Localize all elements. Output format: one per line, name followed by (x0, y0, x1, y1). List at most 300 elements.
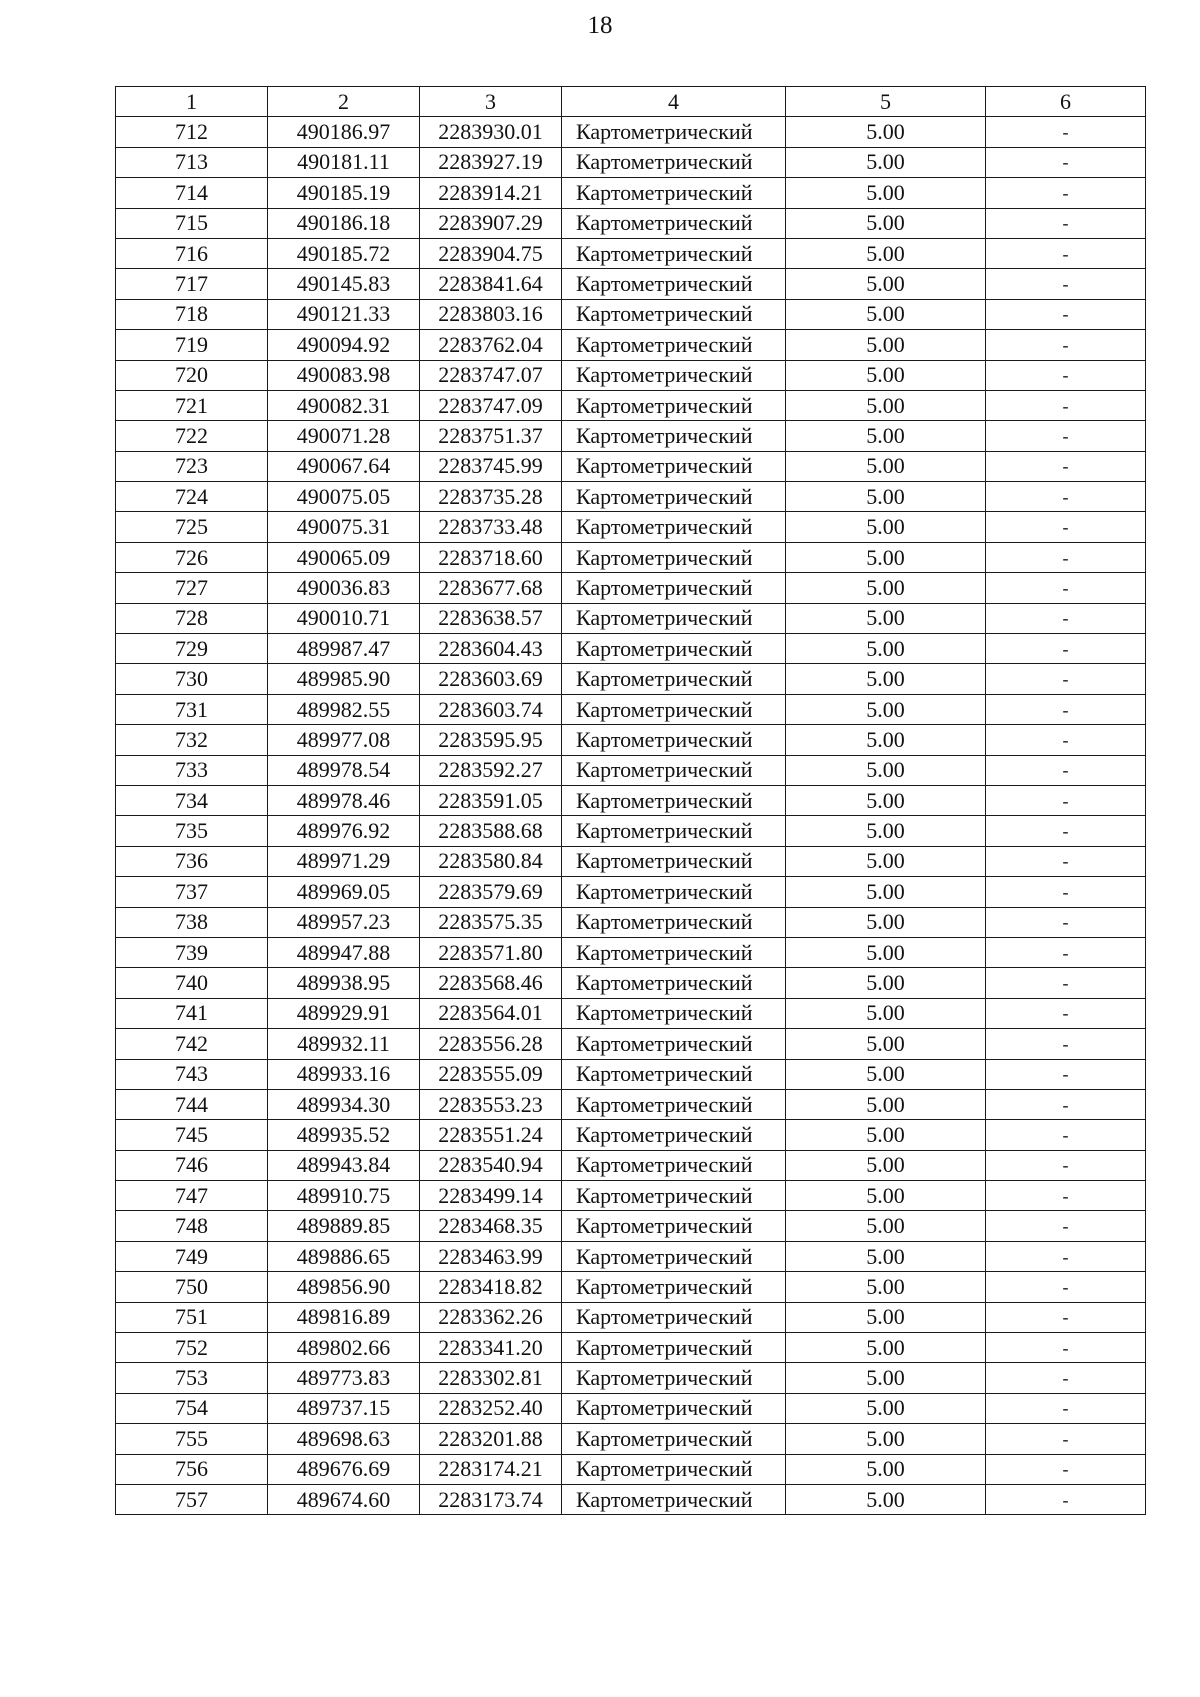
x-coordinate-cell: 489889.85 (268, 1211, 420, 1241)
x-coordinate-cell: 489982.55 (268, 694, 420, 724)
point-number-cell: 745 (116, 1120, 268, 1150)
point-number-cell: 722 (116, 421, 268, 451)
page-number: 18 (587, 12, 613, 39)
table-header (116, 87, 1146, 117)
point-number-cell: 716 (116, 238, 268, 268)
table-row (116, 1029, 1146, 1059)
x-coordinate-cell: 489676.69 (268, 1454, 420, 1484)
table-row (116, 451, 1146, 481)
method-cell: Картометрический (562, 208, 786, 238)
y-coordinate-cell: 2283751.37 (420, 421, 562, 451)
y-coordinate-cell: 2283571.80 (420, 937, 562, 967)
point-number-cell: 721 (116, 390, 268, 420)
y-coordinate-cell: 2283927.19 (420, 147, 562, 177)
accuracy-cell: 5.00 (786, 816, 986, 846)
y-coordinate-cell: 2283747.07 (420, 360, 562, 390)
accuracy-cell: 5.00 (786, 178, 986, 208)
table-row (116, 877, 1146, 907)
note-cell: - (986, 1120, 1146, 1150)
table-row (116, 1181, 1146, 1211)
method-cell: Картометрический (562, 785, 786, 815)
accuracy-cell: 5.00 (786, 1181, 986, 1211)
method-cell: Картометрический (562, 1150, 786, 1180)
accuracy-cell: 5.00 (786, 330, 986, 360)
note-cell: - (986, 907, 1146, 937)
table-row (116, 937, 1146, 967)
point-number-cell: 736 (116, 846, 268, 876)
x-coordinate-cell: 490186.97 (268, 117, 420, 147)
x-coordinate-cell: 489957.23 (268, 907, 420, 937)
accuracy-cell: 5.00 (786, 634, 986, 664)
note-cell: - (986, 178, 1146, 208)
accuracy-cell: 5.00 (786, 1302, 986, 1332)
table-row (116, 1272, 1146, 1302)
header-cell-5: 5 (786, 87, 986, 117)
note-cell: - (986, 299, 1146, 329)
note-cell: - (986, 1059, 1146, 1089)
point-number-cell: 742 (116, 1029, 268, 1059)
y-coordinate-cell: 2283302.81 (420, 1363, 562, 1393)
point-number-cell: 755 (116, 1424, 268, 1454)
x-coordinate-cell: 489929.91 (268, 998, 420, 1028)
note-cell: - (986, 1424, 1146, 1454)
point-number-cell: 727 (116, 573, 268, 603)
method-cell: Картометрический (562, 694, 786, 724)
point-number-cell: 720 (116, 360, 268, 390)
accuracy-cell: 5.00 (786, 846, 986, 876)
method-cell: Картометрический (562, 542, 786, 572)
table-row (116, 208, 1146, 238)
y-coordinate-cell: 2283603.69 (420, 664, 562, 694)
point-number-cell: 733 (116, 755, 268, 785)
point-number-cell: 746 (116, 1150, 268, 1180)
method-cell: Картометрический (562, 877, 786, 907)
x-coordinate-cell: 490181.11 (268, 147, 420, 177)
y-coordinate-cell: 2283762.04 (420, 330, 562, 360)
method-cell: Картометрический (562, 147, 786, 177)
x-coordinate-cell: 489737.15 (268, 1393, 420, 1423)
point-number-cell: 756 (116, 1454, 268, 1484)
note-cell: - (986, 1363, 1146, 1393)
method-cell: Картометрический (562, 846, 786, 876)
accuracy-cell: 5.00 (786, 785, 986, 815)
note-cell: - (986, 1211, 1146, 1241)
table-row (116, 1150, 1146, 1180)
point-number-cell: 757 (116, 1484, 268, 1514)
table-row (116, 755, 1146, 785)
note-cell: - (986, 1241, 1146, 1271)
accuracy-cell: 5.00 (786, 998, 986, 1028)
accuracy-cell: 5.00 (786, 1150, 986, 1180)
x-coordinate-cell: 490082.31 (268, 390, 420, 420)
x-coordinate-cell: 489969.05 (268, 877, 420, 907)
note-cell: - (986, 147, 1146, 177)
method-cell: Картометрический (562, 1302, 786, 1332)
y-coordinate-cell: 2283555.09 (420, 1059, 562, 1089)
table-row (116, 390, 1146, 420)
table-row (116, 725, 1146, 755)
x-coordinate-cell: 489935.52 (268, 1120, 420, 1150)
accuracy-cell: 5.00 (786, 1363, 986, 1393)
y-coordinate-cell: 2283463.99 (420, 1241, 562, 1271)
note-cell: - (986, 634, 1146, 664)
note-cell: - (986, 846, 1146, 876)
method-cell: Картометрический (562, 451, 786, 481)
method-cell: Картометрический (562, 390, 786, 420)
table-row (116, 907, 1146, 937)
x-coordinate-cell: 490145.83 (268, 269, 420, 299)
note-cell: - (986, 664, 1146, 694)
x-coordinate-cell: 489934.30 (268, 1089, 420, 1119)
y-coordinate-cell: 2283553.23 (420, 1089, 562, 1119)
x-coordinate-cell: 490121.33 (268, 299, 420, 329)
header-cell-6: 6 (986, 87, 1146, 117)
note-cell: - (986, 1333, 1146, 1363)
y-coordinate-cell: 2283907.29 (420, 208, 562, 238)
accuracy-cell: 5.00 (786, 360, 986, 390)
point-number-cell: 739 (116, 937, 268, 967)
accuracy-cell: 5.00 (786, 512, 986, 542)
header-cell-4: 4 (562, 87, 786, 117)
y-coordinate-cell: 2283362.26 (420, 1302, 562, 1332)
table-row (116, 482, 1146, 512)
y-coordinate-cell: 2283564.01 (420, 998, 562, 1028)
y-coordinate-cell: 2283733.48 (420, 512, 562, 542)
note-cell: - (986, 451, 1146, 481)
table-row (116, 299, 1146, 329)
accuracy-cell: 5.00 (786, 1272, 986, 1302)
y-coordinate-cell: 2283914.21 (420, 178, 562, 208)
y-coordinate-cell: 2283803.16 (420, 299, 562, 329)
accuracy-cell: 5.00 (786, 1393, 986, 1423)
accuracy-cell: 5.00 (786, 1059, 986, 1089)
method-cell: Картометрический (562, 1120, 786, 1150)
note-cell: - (986, 482, 1146, 512)
accuracy-cell: 5.00 (786, 1424, 986, 1454)
y-coordinate-cell: 2283841.64 (420, 269, 562, 299)
x-coordinate-cell: 489933.16 (268, 1059, 420, 1089)
note-cell: - (986, 421, 1146, 451)
table-row (116, 238, 1146, 268)
note-cell: - (986, 1454, 1146, 1484)
note-cell: - (986, 968, 1146, 998)
point-number-cell: 713 (116, 147, 268, 177)
table-row (116, 360, 1146, 390)
table-row (116, 1302, 1146, 1332)
method-cell: Картометрический (562, 1272, 786, 1302)
point-number-cell: 743 (116, 1059, 268, 1089)
point-number-cell: 719 (116, 330, 268, 360)
y-coordinate-cell: 2283638.57 (420, 603, 562, 633)
table-row (116, 634, 1146, 664)
note-cell: - (986, 330, 1146, 360)
header-cell-3: 3 (420, 87, 562, 117)
point-number-cell: 726 (116, 542, 268, 572)
coordinates-table (115, 86, 1146, 1515)
point-number-cell: 751 (116, 1302, 268, 1332)
point-number-cell: 724 (116, 482, 268, 512)
y-coordinate-cell: 2283468.35 (420, 1211, 562, 1241)
x-coordinate-cell: 490094.92 (268, 330, 420, 360)
accuracy-cell: 5.00 (786, 1484, 986, 1514)
x-coordinate-cell: 489976.92 (268, 816, 420, 846)
accuracy-cell: 5.00 (786, 664, 986, 694)
x-coordinate-cell: 490036.83 (268, 573, 420, 603)
accuracy-cell: 5.00 (786, 542, 986, 572)
x-coordinate-cell: 490186.18 (268, 208, 420, 238)
note-cell: - (986, 998, 1146, 1028)
method-cell: Картометрический (562, 1424, 786, 1454)
header-row (116, 87, 1146, 117)
x-coordinate-cell: 489698.63 (268, 1424, 420, 1454)
method-cell: Картометрический (562, 725, 786, 755)
y-coordinate-cell: 2283735.28 (420, 482, 562, 512)
y-coordinate-cell: 2283718.60 (420, 542, 562, 572)
note-cell: - (986, 1484, 1146, 1514)
method-cell: Картометрический (562, 178, 786, 208)
y-coordinate-cell: 2283201.88 (420, 1424, 562, 1454)
y-coordinate-cell: 2283580.84 (420, 846, 562, 876)
accuracy-cell: 5.00 (786, 573, 986, 603)
accuracy-cell: 5.00 (786, 1333, 986, 1363)
note-cell: - (986, 542, 1146, 572)
method-cell: Картометрический (562, 1211, 786, 1241)
table-row (116, 603, 1146, 633)
table-row (116, 846, 1146, 876)
note-cell: - (986, 208, 1146, 238)
y-coordinate-cell: 2283579.69 (420, 877, 562, 907)
accuracy-cell: 5.00 (786, 907, 986, 937)
x-coordinate-cell: 489932.11 (268, 1029, 420, 1059)
y-coordinate-cell: 2283575.35 (420, 907, 562, 937)
accuracy-cell: 5.00 (786, 603, 986, 633)
method-cell: Картометрический (562, 1333, 786, 1363)
method-cell: Картометрический (562, 421, 786, 451)
method-cell: Картометрический (562, 1363, 786, 1393)
y-coordinate-cell: 2283556.28 (420, 1029, 562, 1059)
accuracy-cell: 5.00 (786, 238, 986, 268)
table-row (116, 330, 1146, 360)
accuracy-cell: 5.00 (786, 482, 986, 512)
accuracy-cell: 5.00 (786, 421, 986, 451)
x-coordinate-cell: 489674.60 (268, 1484, 420, 1514)
x-coordinate-cell: 489938.95 (268, 968, 420, 998)
y-coordinate-cell: 2283588.68 (420, 816, 562, 846)
table-row (116, 1454, 1146, 1484)
method-cell: Картометрический (562, 360, 786, 390)
header-cell-1: 1 (116, 87, 268, 117)
x-coordinate-cell: 490083.98 (268, 360, 420, 390)
note-cell: - (986, 785, 1146, 815)
point-number-cell: 729 (116, 634, 268, 664)
y-coordinate-cell: 2283745.99 (420, 451, 562, 481)
table-row (116, 421, 1146, 451)
method-cell: Картометрический (562, 238, 786, 268)
x-coordinate-cell: 489977.08 (268, 725, 420, 755)
x-coordinate-cell: 489978.54 (268, 755, 420, 785)
table-row (116, 512, 1146, 542)
point-number-cell: 734 (116, 785, 268, 815)
note-cell: - (986, 238, 1146, 268)
point-number-cell: 747 (116, 1181, 268, 1211)
accuracy-cell: 5.00 (786, 1029, 986, 1059)
table-row (116, 117, 1146, 147)
method-cell: Картометрический (562, 755, 786, 785)
y-coordinate-cell: 2283252.40 (420, 1393, 562, 1423)
x-coordinate-cell: 489987.47 (268, 634, 420, 664)
y-coordinate-cell: 2283591.05 (420, 785, 562, 815)
accuracy-cell: 5.00 (786, 299, 986, 329)
note-cell: - (986, 1029, 1146, 1059)
y-coordinate-cell: 2283592.27 (420, 755, 562, 785)
table-row (116, 998, 1146, 1028)
x-coordinate-cell: 490075.05 (268, 482, 420, 512)
x-coordinate-cell: 489978.46 (268, 785, 420, 815)
method-cell: Картометрический (562, 1454, 786, 1484)
method-cell: Картометрический (562, 1029, 786, 1059)
table-row (116, 178, 1146, 208)
method-cell: Картометрический (562, 269, 786, 299)
y-coordinate-cell: 2283747.09 (420, 390, 562, 420)
header-cell-2: 2 (268, 87, 420, 117)
note-cell: - (986, 1272, 1146, 1302)
note-cell: - (986, 1181, 1146, 1211)
x-coordinate-cell: 489802.66 (268, 1333, 420, 1363)
table-row (116, 269, 1146, 299)
note-cell: - (986, 755, 1146, 785)
table-row (116, 573, 1146, 603)
y-coordinate-cell: 2283173.74 (420, 1484, 562, 1514)
table-row (116, 1424, 1146, 1454)
accuracy-cell: 5.00 (786, 117, 986, 147)
y-coordinate-cell: 2283499.14 (420, 1181, 562, 1211)
note-cell: - (986, 269, 1146, 299)
note-cell: - (986, 512, 1146, 542)
table-row (116, 694, 1146, 724)
accuracy-cell: 5.00 (786, 1089, 986, 1119)
note-cell: - (986, 1302, 1146, 1332)
y-coordinate-cell: 2283595.95 (420, 725, 562, 755)
accuracy-cell: 5.00 (786, 968, 986, 998)
table-row (116, 1484, 1146, 1514)
x-coordinate-cell: 490065.09 (268, 542, 420, 572)
table-row (116, 816, 1146, 846)
accuracy-cell: 5.00 (786, 451, 986, 481)
accuracy-cell: 5.00 (786, 1241, 986, 1271)
table-row (116, 1393, 1146, 1423)
method-cell: Картометрический (562, 1059, 786, 1089)
point-number-cell: 740 (116, 968, 268, 998)
method-cell: Картометрический (562, 117, 786, 147)
table-row (116, 785, 1146, 815)
x-coordinate-cell: 489773.83 (268, 1363, 420, 1393)
x-coordinate-cell: 490067.64 (268, 451, 420, 481)
method-cell: Картометрический (562, 1484, 786, 1514)
x-coordinate-cell: 490071.28 (268, 421, 420, 451)
note-cell: - (986, 1089, 1146, 1119)
point-number-cell: 749 (116, 1241, 268, 1271)
point-number-cell: 714 (116, 178, 268, 208)
point-number-cell: 732 (116, 725, 268, 755)
point-number-cell: 752 (116, 1333, 268, 1363)
y-coordinate-cell: 2283677.68 (420, 573, 562, 603)
note-cell: - (986, 360, 1146, 390)
table-body (116, 117, 1146, 1515)
note-cell: - (986, 390, 1146, 420)
point-number-cell: 730 (116, 664, 268, 694)
method-cell: Картометрический (562, 603, 786, 633)
table-row (116, 1089, 1146, 1119)
method-cell: Картометрический (562, 907, 786, 937)
note-cell: - (986, 877, 1146, 907)
point-number-cell: 717 (116, 269, 268, 299)
point-number-cell: 718 (116, 299, 268, 329)
table-row (116, 1059, 1146, 1089)
x-coordinate-cell: 489816.89 (268, 1302, 420, 1332)
accuracy-cell: 5.00 (786, 725, 986, 755)
table-row (116, 1211, 1146, 1241)
point-number-cell: 715 (116, 208, 268, 238)
point-number-cell: 731 (116, 694, 268, 724)
table-row (116, 1333, 1146, 1363)
x-coordinate-cell: 490075.31 (268, 512, 420, 542)
x-coordinate-cell: 489910.75 (268, 1181, 420, 1211)
table-row (116, 968, 1146, 998)
method-cell: Картометрический (562, 1241, 786, 1271)
y-coordinate-cell: 2283341.20 (420, 1333, 562, 1363)
point-number-cell: 735 (116, 816, 268, 846)
point-number-cell: 712 (116, 117, 268, 147)
accuracy-cell: 5.00 (786, 755, 986, 785)
method-cell: Картометрический (562, 937, 786, 967)
method-cell: Картометрический (562, 512, 786, 542)
y-coordinate-cell: 2283930.01 (420, 117, 562, 147)
accuracy-cell: 5.00 (786, 208, 986, 238)
note-cell: - (986, 1393, 1146, 1423)
method-cell: Картометрический (562, 299, 786, 329)
point-number-cell: 744 (116, 1089, 268, 1119)
point-number-cell: 748 (116, 1211, 268, 1241)
x-coordinate-cell: 490010.71 (268, 603, 420, 633)
method-cell: Картометрический (562, 634, 786, 664)
x-coordinate-cell: 489886.65 (268, 1241, 420, 1271)
point-number-cell: 753 (116, 1363, 268, 1393)
y-coordinate-cell: 2283540.94 (420, 1150, 562, 1180)
note-cell: - (986, 1150, 1146, 1180)
y-coordinate-cell: 2283418.82 (420, 1272, 562, 1302)
accuracy-cell: 5.00 (786, 147, 986, 177)
note-cell: - (986, 816, 1146, 846)
note-cell: - (986, 694, 1146, 724)
table-row (116, 542, 1146, 572)
method-cell: Картометрический (562, 968, 786, 998)
accuracy-cell: 5.00 (786, 269, 986, 299)
x-coordinate-cell: 489947.88 (268, 937, 420, 967)
method-cell: Картометрический (562, 1181, 786, 1211)
table-row (116, 664, 1146, 694)
method-cell: Картометрический (562, 1393, 786, 1423)
x-coordinate-cell: 489985.90 (268, 664, 420, 694)
x-coordinate-cell: 489856.90 (268, 1272, 420, 1302)
y-coordinate-cell: 2283551.24 (420, 1120, 562, 1150)
point-number-cell: 754 (116, 1393, 268, 1423)
note-cell: - (986, 725, 1146, 755)
accuracy-cell: 5.00 (786, 1211, 986, 1241)
point-number-cell: 738 (116, 907, 268, 937)
note-cell: - (986, 937, 1146, 967)
accuracy-cell: 5.00 (786, 937, 986, 967)
point-number-cell: 725 (116, 512, 268, 542)
